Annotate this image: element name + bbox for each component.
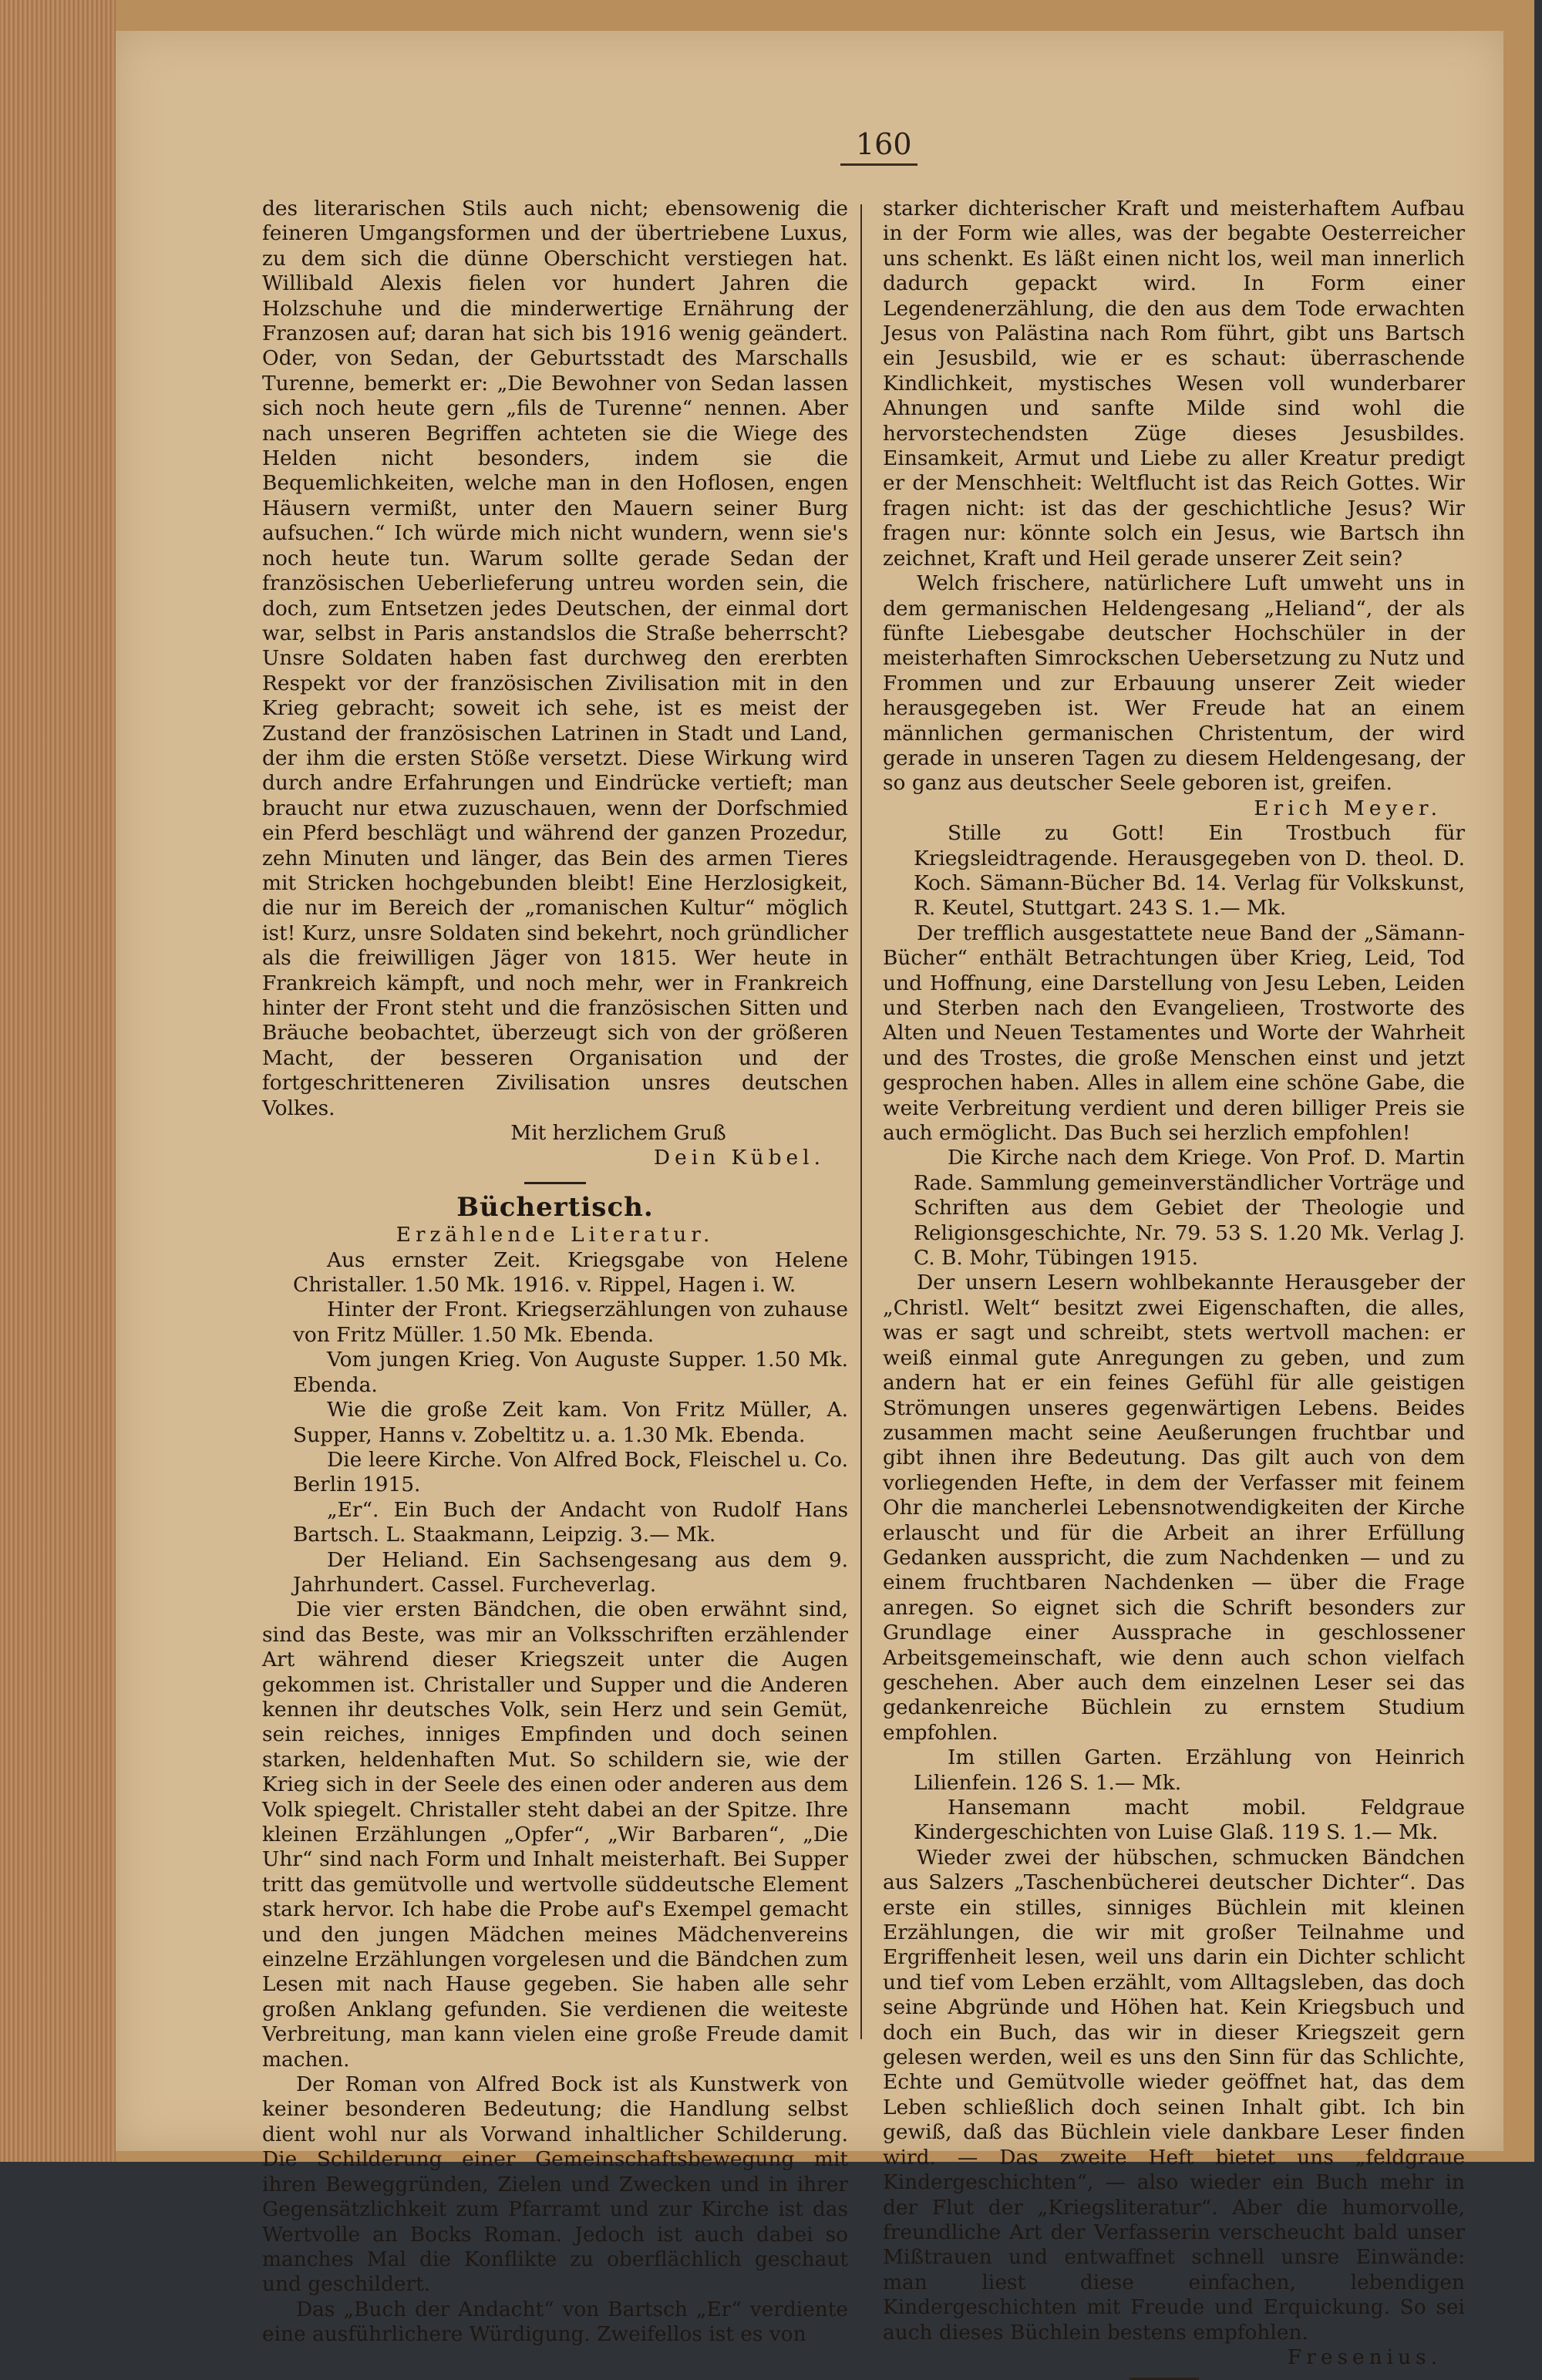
reviewer-signature: Fresenius. <box>1287 2345 1442 2369</box>
book-entry: Im stillen Garten. Erzählung von Heinrich Lilienfein. 126 S. 1.— Mk. <box>914 1745 1465 1795</box>
left-column <box>262 197 848 2348</box>
letter-closing: Mit herzlichem Gruß <box>510 1121 726 1146</box>
book-entry: Hansemann macht mobil. Feldgraue Kindergeschichten von Luise Glaß. 119 S. 1.— Mk. <box>914 1796 1465 1845</box>
page-number: 160 <box>856 127 912 161</box>
letter-signature: Dein Kübel. <box>653 1146 825 1170</box>
section-rule <box>524 1182 586 1184</box>
review-paragraph: Die vier ersten Bändchen, die oben erwähnt sind, sind das Beste, was mir an Volksschriften erzählender Art während dieser Kriegszeit unter die Augen gekommen ist. Christaller und Supper und die Anderen kennen ihr deutsches Volk, sein Herz und sein Gemüt, sein reiches, inniges Empfinden und doch seinen starken, heldenhaften Mut. So schildern sie, wie der Krieg sich in der Seele des einen oder anderen aus dem Volk spiegelt. Christaller steht dabei an der Spitze. Ihre kleinen Erzählungen „Opfer“, „Wir Barbaren“, „Die Uhr“ sind nach Form und Inhalt meisterhaft. Bei Supper tritt das gemütvolle und wertvolle süddeutsche Element stark hervor. Ich habe die Probe auf's Exempel gemacht und den jungen Mädchen meines Mädchenvereins einzelne Erzählungen vorgelesen und die Bändchen zum Lesen mit nach Hause gegeben. Sie haben alle sehr großen Anklang gefunden. Sie verdienen die weiteste Verbreitung, man kann vielen eine große Freude damit machen. <box>262 1597 848 2072</box>
subsection-title: Erzählende Literatur. <box>396 1223 715 1247</box>
book-entry: Hinter der Front. Kriegserzählungen von zuhause von Fritz Müller. 1.50 Mk. Ebenda. <box>293 1298 848 1347</box>
book-entry: Die leere Kirche. Von Alfred Bock, Fleischel u. Co. Berlin 1915. <box>293 1447 848 1497</box>
review-paragraph: Wieder zwei der hübschen, schmucken Bändchen aus Salzers „Taschenbücherei deutscher Dichter“. Das erste ein stilles, sinniges Büchlein mit kleinen Erzählungen, die wir mit großer Teilnahme und Ergriffenheit lesen, weil uns darin ein Dichter schlicht und tief vom Leben erzählt, vom Alltagsleben, das doch seine Abgründe und Höhen hat. Kein Kriegsbuch und doch ein Buch, das wir in dieser Kriegszeit gern gelesen werden, weil es uns den Sinn für das Schlichte, Echte und Gemütvolle wieder geöffnet hat, das dem Leben schließlich doch seinen Inhalt gibt. Ich bin gewiß, daß das Büchlein viele dankbare Leser finden wird. — Das zweite Heft bietet uns „feldgraue Kindergeschichten“, — also wieder ein Buch mehr in der Flut der „Kriegsliteratur“. Aber die humorvolle, freundliche Art der Verfasserin verscheucht bald unser Mißtrauen und entwaffnet schnell unsre Einwände: man liest diese einfachen, lebendigen Kindergeschichten mit Freude und Erquickung. So sei auch dieses Büchlein bestens empfohlen. <box>883 1845 1465 2345</box>
book-entry: Der Heliand. Ein Sachsengesang aus dem 9. Jahrhundert. Cassel. Furcheverlag. <box>293 1547 848 1597</box>
review-paragraph: Das „Buch der Andacht“ von Bartsch „Er“ verdiente eine ausführlichere Würdigung. Zweifellos ist es von <box>262 2297 848 2347</box>
section-title: Büchertisch. <box>456 1191 654 1223</box>
page-edge-stack <box>0 0 116 2162</box>
right-column <box>883 197 1465 2380</box>
review-paragraph: Welch frischere, natürlichere Luft umweht uns in dem germanischen Heldengesang „Heliand“, der als fünfte Liebesgabe deutscher Hochschüler in der meisterhaften Simrockschen Uebersetzung zu Nutz und Frommen und zur Erbauung unserer Zeit wieder herausgegeben ist. Wer Freude hat an einem männlichen germanischen Christentum, der wird gerade in unseren Tagen zu diesem Heldengesang, der so ganz aus deutscher Seele geboren ist, greifen. <box>883 571 1465 796</box>
book-entry: Die Kirche nach dem Kriege. Von Prof. D. Martin Rade. Sammlung gemeinverständlicher Vorträge und Schriften aus dem Gebiet der Theologie und Religionsgeschichte, Nr. 79. 53 S. 1.20 Mk. Verlag J. C. B. Mohr, Tübingen 1915. <box>914 1146 1465 1271</box>
review-paragraph: Der trefflich ausgestattete neue Band der „Sämann-Bücher“ enthält Betrachtungen über Krieg, Leid, Tod und Hoffnung, eine Darstellung von Jesu Leben, Leiden und Sterben nach den Evangelieen, Trostworte des Alten und Neuen Testamentes und Worte der Wahrheit und des Trostes, die große Menschen einst und jetzt gesprochen haben. Alles in allem eine schöne Gabe, die weite Verbreitung verdient und deren billiger Preis sie auch ermöglicht. Das Buch sei herzlich empfohlen! <box>883 921 1465 1146</box>
letter-paragraph: des literarischen Stils auch nicht; ebensowenig die feineren Umgangsformen und der übertriebene Luxus, zu dem sich die dünne Oberschicht verstiegen hat. Willibald Alexis fielen vor hundert Jahren die Holzschuhe und die minderwertige Ernährung der Franzosen auf; daran hat sich bis 1916 wenig geändert. Oder, von Sedan, der Geburtsstadt des Marschalls Turenne, bemerkt er: „Die Bewohner von Sedan lassen sich noch heute gern „fils de Turenne“ nennen. Aber nach unseren Begriffen achteten sie die Wiege des Helden nicht besonders, indem sie die Bequemlichkeiten, welche man in den Hoflosen, engen Häusern vermißt, unter den Mauern seiner Burg aufsuchen.“ Ich würde mich nicht wundern, wenn sie's noch heute tun. Warum sollte gerade Sedan der französischen Ueberlieferung untreu worden sein, die doch, zum Entsetzen jedes Deutschen, der einmal dort war, selbst in Paris anstandslos die Straße beherrscht? Unsre Soldaten haben fast durchweg den ererbten Respekt vor der französischen Zivilisation mit in den Krieg gebracht; soweit ich sehe, ist es meist der Zustand der französischen Latrinen in Stadt und Land, der ihm die ersten Stöße versetzt. Diese Wirkung wird durch andre Erfahrungen und Eindrücke vertieft; man braucht nur etwa zuzuschauen, wenn der Dorfschmied ein Pferd beschlägt und während der ganzen Prozedur, zehn Minuten und länger, das Bein des armen Tieres mit Stricken hochgebunden bleibt! Eine Herzlosigkeit, die nur im Bereich der „romanischen Kultur“ möglich ist! Kurz, unsre Soldaten sind bekehrt, noch gründlicher als die freiwilligen Jäger von 1815. Wer heute in Frankreich kämpft, und noch mehr, wer in Frankreich hinter der Front steht und die französischen Sitten und Bräuche beobachtet, überzeugt sich von der größeren Macht, der besseren Organisation und der fortgeschritteneren Zivilisation unsres deutschen Volkes. <box>262 197 848 1120</box>
reviewer-signature: Erich Meyer. <box>1254 796 1442 820</box>
book-entry: Vom jungen Krieg. Von Auguste Supper. 1.50 Mk. Ebenda. <box>293 1348 848 1397</box>
review-paragraph: Der unsern Lesern wohlbekannte Herausgeber der „Christl. Welt“ besitzt zwei Eigenschaften, die alles, was er sagt und schreibt, stets wertvoll machen: er weiß einmal gute Anregungen zu geben, und zum andern hat er ein feines Gefühl für alle geistigen Strömungen unseres gegenwärtigen Lebens. Beides zusammen macht seine Aeußerungen fruchtbar und gibt ihnen ihre Bedeutung. Das gilt auch von dem vorliegenden Hefte, in dem der Verfasser mit feinem Ohr die mancherlei Lebensnotwendigkeiten der Kirche erlauscht und für die Arbeit an ihrer Erfüllung Gedanken ausspricht, die zum Nachdenken — und zu einem fruchtbaren Nachdenken — über die Frage anregen. So eignet sich die Schrift besonders zur Grundlage einer Aussprache in geschlossener Arbeitsgemeinschaft, wie denn auch schon vielfach geschehen. Aber auch dem einzelnen Leser sei das gedankenreiche Büchlein zu ernstem Studium empfohlen. <box>883 1271 1465 1745</box>
book-entry: Wie die große Zeit kam. Von Fritz Müller, A. Supper, Hanns v. Zobeltitz u. a. 1.30 Mk. Ebenda. <box>293 1398 848 1447</box>
book-entry: Aus ernster Zeit. Kriegsgabe von Helene Christaller. 1.50 Mk. 1916. v. Rippel, Hagen i. W. <box>293 1247 848 1298</box>
review-paragraph: starker dichterischer Kraft und meisterhaftem Aufbau in der Form wie alles, was der begabte Oesterreicher uns schenkt. Es läßt einen nicht los, weil man innerlich dadurch gepackt wird. In Form einer Legendenerzählung, die den aus dem Tode erwachten Jesus von Palästina nach Rom führt, gibt uns Bartsch ein Jesusbild, wie er es schaut: überraschende Kindlichkeit, mystisches Wesen voll wunderbarer Ahnungen und sanfte Milde sind wohl die hervorstechendsten Züge dieses Jesusbildes. Einsamkeit, Armut und Liebe zu aller Kreatur predigt er der Menschheit: Weltflucht ist das Reich Gottes. Wir fragen nicht: ist das der geschichtliche Jesus? Wir fragen nur: könnte solch ein Jesus, wie Bartsch ihn zeichnet, Kraft und Heil gerade unserer Zeit sein? <box>883 197 1465 571</box>
header-rule <box>840 163 917 166</box>
column-divider <box>860 204 862 2039</box>
book-entry: „Er“. Ein Buch der Andacht von Rudolf Hans Bartsch. L. Staakmann, Leipzig. 3.— Mk. <box>293 1497 848 1547</box>
review-paragraph: Der Roman von Alfred Bock ist als Kunstwerk von keiner besonderen Bedeutung; die Handlung selbst dient wohl nur als Vorwand inhaltlicher Schilderung. Die Schilderung einer Gemeinschaftsbewegung mit ihren Beweggründen, Zielen und Zwecken und in ihrer Gegensätzlichkeit zum Pfarramt und zur Kirche ist das Wertvolle an Bocks Roman. Jedoch ist auch dabei so manches Mal die Konflikte zu oberflächlich geschaut und geschildert. <box>262 2072 848 2297</box>
book-entry: Stille zu Gott! Ein Trostbuch für Kriegsleidtragende. Herausgegeben von D. theol. D. Koch. Sämann-Bücher Bd. 14. Verlag für Volkskunst, R. Keutel, Stuttgart. 243 S. 1.— Mk. <box>914 821 1465 921</box>
